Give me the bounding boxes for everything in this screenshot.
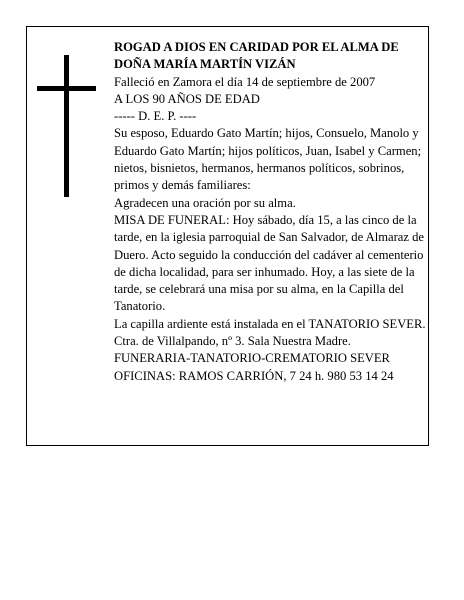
cross-vertical-bar — [64, 55, 69, 197]
obituary-text — [114, 39, 426, 385]
death-info: Falleció en Zamora el día 14 de septiembre de 2007 — [114, 74, 376, 89]
chapel-paragraph: La capilla ardiente está instalada en el TANATORIO SEVER. Ctra. de Villalpando, nº 3. Sala Nuestra Madre. — [114, 316, 426, 349]
funeral-company: FUNERARIA-TANATORIO-CREMATORIO SEVER — [114, 351, 390, 366]
heading-prayer: ROGAD A DIOS EN CARIDAD POR EL ALMA DE — [114, 40, 399, 54]
funeral-paragraph: MISA DE FUNERAL: Hoy sábado, día 15, a las cinco de la tarde, en la iglesia parroquial de San Salvador, de Almaraz de Duero. Acto seguido la conducción del cadáver al cementerio de dicha localidad, para ser inhumado. Hoy, a las siete de la tarde, se celebrará una misa por su alma, en la Capilla del Tanatorio. — [114, 212, 425, 314]
age-line: A LOS 90 AÑOS DE EDAD — [114, 91, 260, 106]
family-paragraph: Su esposo, Eduardo Gato Martín; hijos, Consuelo, Manolo y Eduardo Gato Martín; hijos políticos, Juan, Isabel y Carmen; nietos, bisnietos, hermanos, hermanos políticos, sobrinos, primos y demás familiares: — [114, 126, 422, 193]
offices-line: OFICINAS: RAMOS CARRIÓN, 7 24 h. 980 53 14 24 — [114, 368, 394, 383]
thanks-line: Agradecen una oración por su alma. — [114, 195, 296, 210]
cross-horizontal-bar — [37, 86, 96, 91]
deceased-name: DOÑA MARÍA MARTÍN VIZÁN — [114, 57, 296, 72]
rip-line: ----- D. E. P. ---- — [114, 109, 197, 124]
